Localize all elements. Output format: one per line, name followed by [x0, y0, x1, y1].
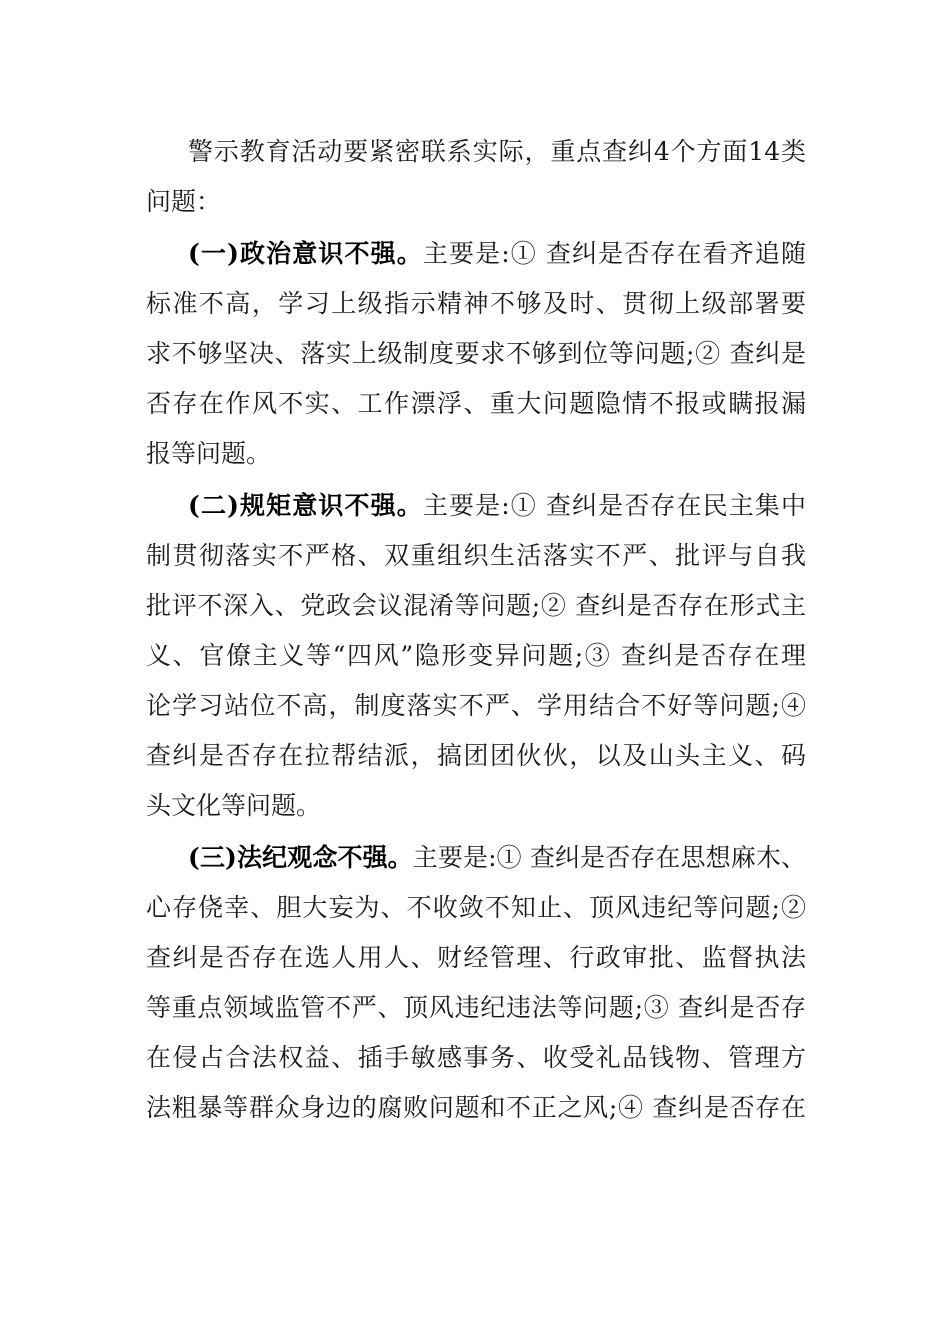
section2-first-line [188, 481, 806, 531]
section1-line: 标准不高，学习上级指示精神不够及时、贯彻上级部署要 [146, 289, 806, 318]
section2-line: 查纠是否存在拉帮结派，搞团团伙伙，以及山头主义、码 [146, 741, 806, 770]
section1-line: 否存在作风不实、工作漂浮、重大问题隐情不报或瞒报漏 [146, 389, 806, 418]
section1-first-line-text: 主要是:① 查纠是否存在看齐追随 [422, 239, 806, 268]
section2-line: 批评不深入、党政会议混淆等问题;② 查纠是否存在形式主 [146, 591, 806, 620]
section3-line: 查纠是否存在选人用人、财经管理、行政审批、监督执法 [146, 943, 806, 972]
intro-line-2: 问题： [146, 187, 222, 216]
section3-line: 等重点领域监管不严、顶风违纪违法等问题;③ 查纠是否存 [146, 993, 806, 1022]
section1-heading: (一)政治意识不强。 [188, 239, 423, 268]
section2-line: 义、官僚主义等“四风”隐形变异问题;③ 查纠是否存在理 [146, 641, 806, 670]
section3-heading: (三)法纪观念不强。 [188, 843, 413, 872]
section1-line: 求不够坚决、落实上级制度要求不够到位等问题;② 查纠是 [146, 339, 806, 368]
section2-line: 制贯彻落实不严格、双重组织生活落实不严、批评与自我 [146, 541, 806, 570]
section3-line: 法粗暴等群众身边的腐败问题和不正之风;④ 查纠是否存在 [146, 1093, 806, 1122]
section3-line: 在侵占合法权益、插手敏感事务、收受礼品钱物、管理方 [146, 1043, 806, 1072]
section3-first-line-text: 主要是:① 查纠是否存在思想麻木、 [412, 843, 806, 872]
section2-first-line-text: 主要是:① 查纠是否存在民主集中 [422, 491, 806, 520]
section3-line: 心存侥幸、胆大妄为、不收敛不知止、顶风违纪等问题;② [146, 893, 806, 922]
section3-first-line [188, 833, 806, 883]
section1-line: 报等问题。 [146, 439, 272, 468]
section2-line: 头文化等问题。 [146, 791, 322, 820]
section2-line: 论学习站位不高，制度落实不严、学用结合不好等问题;④ [146, 691, 806, 720]
intro-line-1: 警示教育活动要紧密联系实际，重点查纠4个方面14类 [188, 137, 806, 166]
section1-first-line [188, 229, 806, 279]
section2-heading: (二)规矩意识不强。 [188, 491, 423, 520]
